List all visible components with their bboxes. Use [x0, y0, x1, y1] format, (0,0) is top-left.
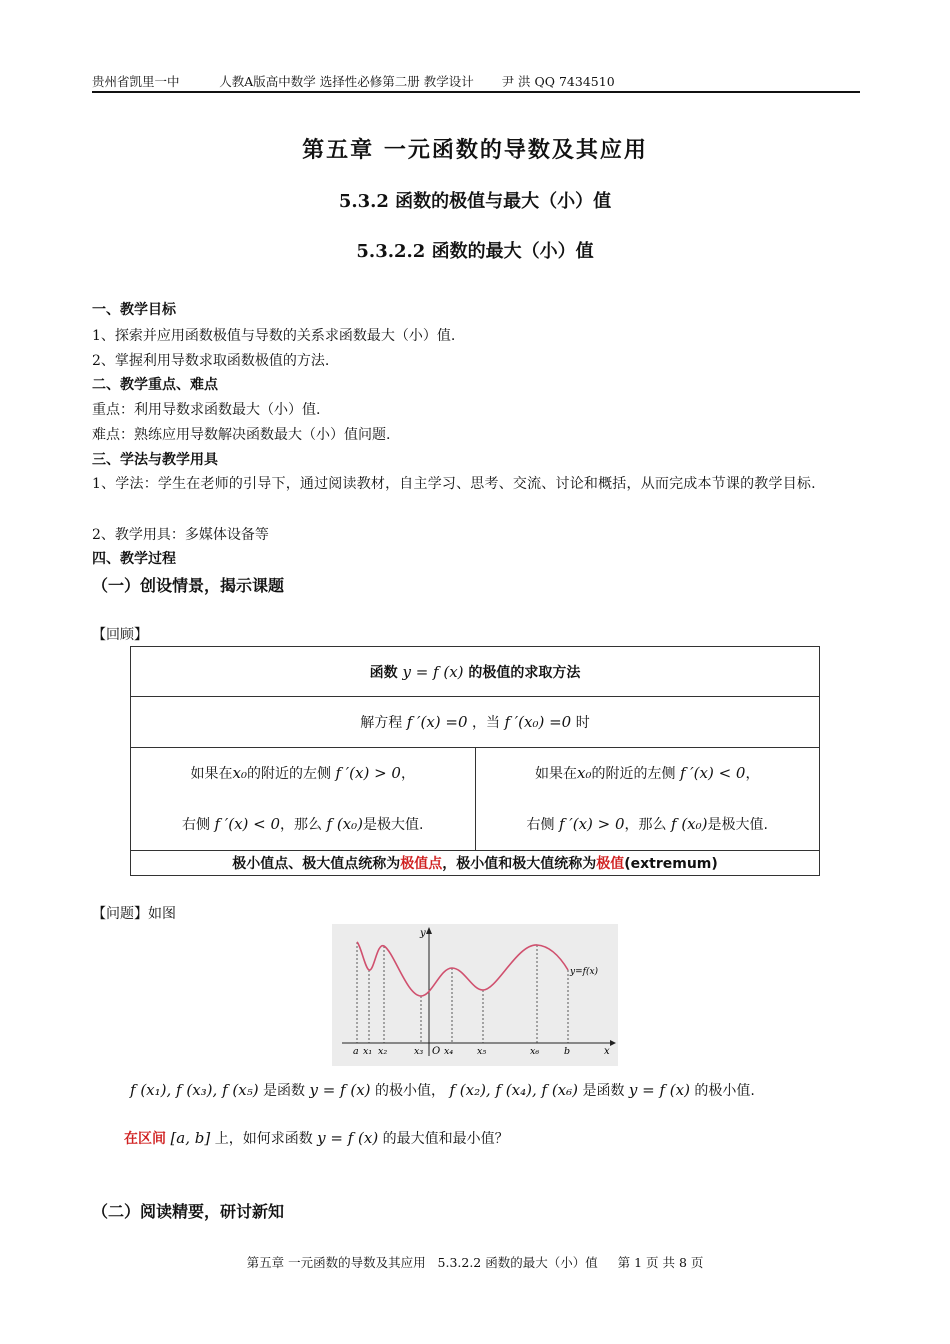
tick-x3: x₃ — [414, 1046, 424, 1057]
question-tag: 【问题】如图 — [92, 906, 176, 922]
y-axis-label: y — [420, 928, 426, 939]
keypoints-focus: 重点：利用导数求函数最大（小）值. — [92, 402, 321, 418]
header-author: 尹 洪 QQ 7434510 — [501, 74, 615, 89]
x-tick-labels — [353, 1046, 570, 1057]
subsection-title: 5.3.2.2 函数的最大（小）值 — [356, 241, 594, 262]
header-school: 贵州省凯里一中 — [92, 74, 180, 89]
tick-a: a — [353, 1046, 359, 1057]
section-title: 5.3.2 函数的极值与最大（小）值 — [338, 191, 612, 212]
review-row-equation: 解方程 f ′(x) =0 ，当 f ′(x₀) =0 时 — [131, 697, 820, 748]
methods-item-1: 1、学法：学生在老师的引导下，通过阅读教材，自主学习、思考、交流、讨论和概括，从而完成本节课的教学目标. — [92, 476, 816, 492]
tick-x4: x₄ — [444, 1046, 454, 1057]
math-fx-even: f (x₂), f (x₄), f (x₆) — [449, 1081, 578, 1099]
page-footer: 第五章 一元函数的导数及其应用 5.3.2.2 函数的最大（小）值 第 1 页 共 8 页 — [246, 1255, 704, 1270]
math-derivative-zero: f ′(x) =0 — [406, 713, 468, 731]
math-interval: [a, b] — [170, 1129, 211, 1147]
question-line-1: f (x₁), f (x₃), f (x₅) 是函数 y = f (x) 的极小值， f (x₂), f (x₄), f (x₆) 是函数 y = f (x) 的极小值. — [130, 1081, 755, 1099]
process-part-2: （二）阅读精要，研讨新知 — [92, 1202, 285, 1221]
header-rule — [92, 91, 860, 93]
header-course: 人教A版高中数学 选择性必修第二册 教学设计 — [219, 74, 474, 89]
review-row-definition: 极小值点、极大值点统称为极值点，极小值和极大值统称为极值(extremum) — [131, 851, 820, 876]
function-curve — [357, 942, 568, 996]
review-row-title: 函数 y = f (x) 的极值的求取方法 — [131, 647, 820, 697]
question-line-2: 在区间 [a, b] 上，如何求函数 y = f (x) 的最大值和最小值？ — [124, 1129, 509, 1147]
review-tag: 【回顾】 — [92, 627, 148, 643]
function-graph — [332, 924, 618, 1066]
review-table — [130, 646, 820, 876]
function-graph-figure — [332, 924, 618, 1066]
tick-b: b — [564, 1046, 571, 1057]
math-derivative-x0-zero: f ′(x₀) =0 — [504, 713, 572, 731]
goals-heading: 一、教学目标 — [92, 302, 176, 318]
process-part-1: （一）创设情景，揭示课题 — [92, 576, 285, 595]
chapter-title: 第五章 一元函数的导数及其应用 — [302, 137, 648, 163]
tick-x6: x₆ — [530, 1046, 540, 1057]
goals-item-2: 2、掌握利用导数求取函数极值的方法. — [92, 353, 330, 369]
x-axis-arrow — [610, 1040, 616, 1046]
review-cell-left: 如果在x₀的附近的左侧 f ′(x) > 0， 右侧 f ′(x) < 0，那么 f (x₀)是极大值. — [131, 748, 476, 851]
guide-lines — [357, 942, 568, 1043]
methods-item-2: 2、教学用具：多媒体设备等 — [92, 527, 269, 543]
process-heading: 四、教学过程 — [92, 551, 176, 567]
page-header — [92, 72, 858, 90]
review-cell-right: 如果在x₀的附近的左侧 f ′(x) < 0， 右侧 f ′(x) > 0，那么 f (x₀)是极大值. — [475, 748, 820, 851]
methods-heading: 三、学法与教学用具 — [92, 452, 218, 468]
keypoints-heading: 二、教学重点、难点 — [92, 377, 218, 393]
goals-item-1: 1、探索并应用函数极值与导数的关系求函数最大（小）值. — [92, 328, 456, 344]
curve-label: y=f(x) — [570, 967, 599, 977]
tick-x1: x₁ — [363, 1046, 373, 1057]
origin-label: O — [432, 1046, 441, 1057]
tick-x2: x₂ — [378, 1046, 388, 1057]
keypoints-difficulty: 难点：熟练应用导数解决函数最大（小）值问题. — [92, 427, 391, 443]
math-y-fx: y = f (x) — [402, 662, 464, 681]
math-fx-odd: f (x₁), f (x₃), f (x₅) — [130, 1081, 259, 1099]
x-axis-label: x — [604, 1046, 610, 1057]
tick-x5: x₅ — [477, 1046, 487, 1057]
y-axis-arrow — [426, 927, 432, 934]
